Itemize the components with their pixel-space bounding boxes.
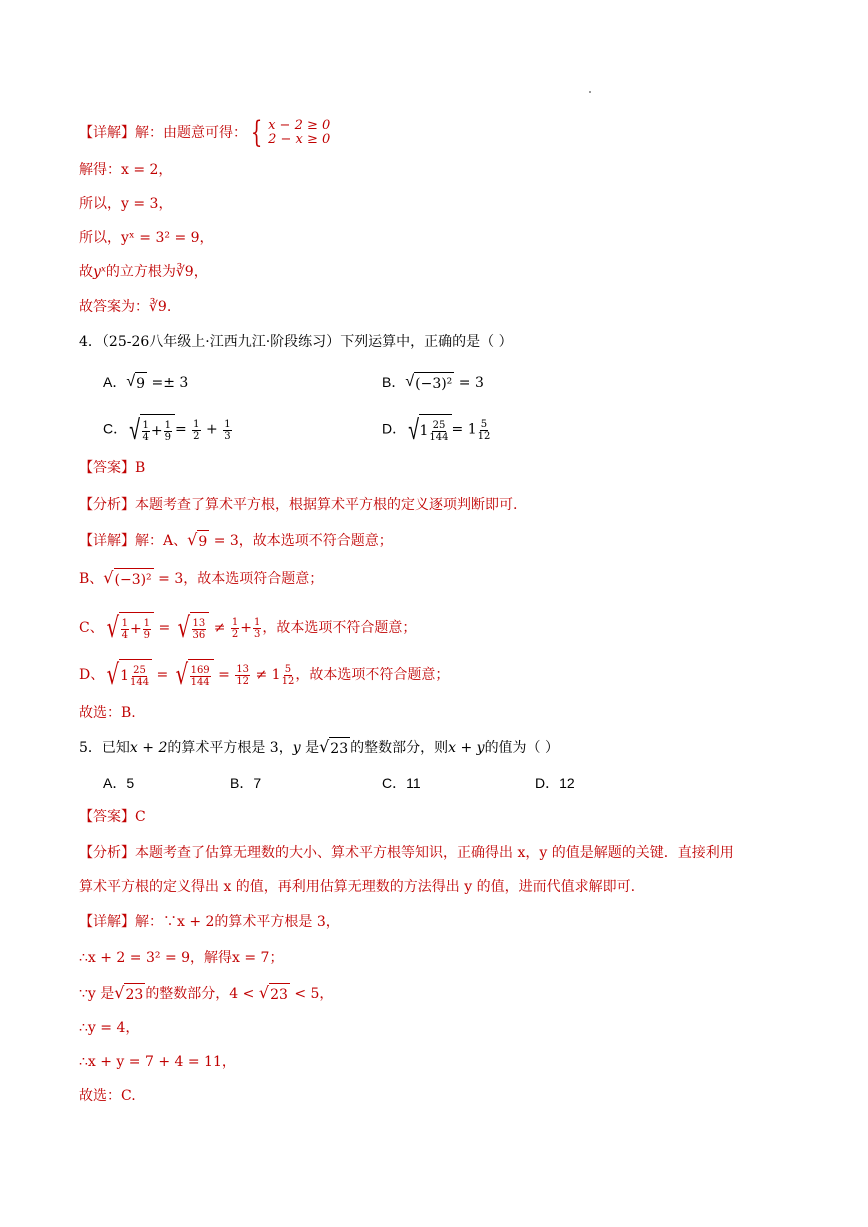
text: 解：∵x + 2的算术平方根是 3，: [135, 914, 340, 930]
sqrt: √ $\frac{1}{4}$ + $\frac{1}{9}$: [127, 414, 175, 446]
brace-icon: {: [250, 115, 263, 150]
text: 的立方根为: [105, 264, 176, 280]
header-mark: [589, 91, 591, 93]
q3-detail-line: [79, 115, 331, 150]
detail-tag: 【详解】: [79, 125, 135, 141]
text: B、: [79, 571, 104, 587]
radicand: 9: [135, 372, 147, 394]
math: =± 3: [147, 375, 189, 391]
q4-detail-c: C、 √ $\frac{1}{4}$ + $\frac{1}{9}$ = √ $\frac{13}{36}$ ≠ $\frac{1}{2}$ + $\frac{1}{3}$ ，故本选项不符合题意；: [79, 611, 417, 644]
q4-option-d: D． √ 1 $\frac{25}{144}$ = 1 $\frac{5}{12}$: [382, 414, 491, 445]
answer-value: B: [135, 460, 146, 476]
option-label: C．: [103, 420, 128, 437]
math: ∛9: [175, 264, 194, 280]
sqrt: √ (−3)²: [405, 373, 453, 393]
q5-option-d: D．12: [535, 775, 575, 791]
math: yˣ: [93, 264, 106, 280]
analysis-tag: 【分析】: [79, 845, 135, 861]
q5-option-b: B．7: [230, 775, 262, 791]
q5-stem: 5．已知x + 2的算术平方根是 3，y 是 √ 23 的整数部分，则x + y的值为（ ）: [79, 737, 560, 757]
q5-analysis-2: 算术平方根的定义得出 x 的值，再利用估算无理数的方法得出 y 的值，进而代值求解即可.: [79, 879, 636, 895]
answer-tag: 【答案】: [79, 460, 135, 476]
q3-line-5: [79, 262, 208, 282]
option-label: D．: [382, 420, 407, 437]
math: =: [174, 421, 192, 438]
option-label: B．: [382, 374, 406, 390]
text: D、: [79, 667, 105, 683]
q4-option-c: C． √ $\frac{1}{4}$ + $\frac{1}{9}$ = $\frac{1}{2}$ + $\frac{1}{3}$: [103, 414, 231, 445]
q5-detail-3: ∵y 是 √ 23 的整数部分，4 < √ 23 < 5，: [79, 983, 334, 1003]
answer-tag: 【答案】: [79, 809, 135, 825]
q4-analysis: [79, 495, 517, 515]
q5-analysis-1: [79, 843, 734, 863]
math: = 1: [451, 421, 477, 438]
question-source: （25-26八年级上·江西九江·阶段练习）: [101, 334, 341, 350]
q4-option-a: [103, 372, 188, 394]
text: 解：A、: [135, 533, 188, 549]
text: 故: [79, 264, 93, 280]
q5-answer: [79, 807, 146, 827]
detail-tag: 【详解】: [79, 914, 135, 930]
q3-line-6: 故答案为：∛9.: [79, 299, 172, 315]
q5-option-a: A．5: [103, 775, 135, 791]
analysis-tag: 【分析】: [79, 497, 135, 513]
text: ，: [193, 264, 208, 280]
q3-line-4: 所以，yˣ = 3² = 9，: [79, 230, 214, 246]
text: ，故本选项不符合题意；: [262, 620, 417, 636]
option-label: A．: [103, 374, 127, 390]
math: = 3: [454, 375, 484, 391]
text: = 3，故本选项符合题意；: [153, 571, 324, 587]
q3-line-2: 解得：x = 2，: [79, 162, 173, 178]
text: C、: [79, 620, 104, 636]
text: = 3，故本选项不符合题意；: [209, 533, 393, 549]
q4-detail-d: D、 √ 1 $\frac{25}{144}$ = √ $\frac{169}{144}$ = $\frac{13}{12}$ ≠ 1 $\frac{5}{12}$ ，故本选项不符合题意；: [79, 658, 450, 691]
q3-line-3: 所以，y = 3，: [79, 196, 173, 212]
system-row-2: 2 − x ≥ 0: [268, 132, 331, 147]
q5-detail-1: [79, 912, 340, 932]
inequality-system: [247, 115, 331, 150]
q4-answer: [79, 458, 145, 478]
sqrt: √ 1 $\frac{25}{144}$: [406, 414, 451, 446]
q4-conclusion: 故选：B.: [79, 705, 136, 721]
text: ，故本选项不符合题意；: [295, 667, 450, 683]
sqrt: √ 9: [126, 373, 146, 393]
question-number: 4．: [79, 334, 102, 350]
q4-stem: [79, 332, 513, 352]
q5-detail-4: ∴y = 4，: [79, 1020, 140, 1036]
q4-option-b: [382, 372, 484, 394]
question-text: 下列运算中，正确的是（ ）: [340, 334, 513, 350]
radicand: (−3)²: [414, 372, 454, 394]
q5-option-c: C．11: [382, 775, 421, 791]
answer-value: C: [135, 809, 146, 825]
detail-text: 解：由题意可得：: [135, 125, 247, 141]
analysis-text: 本题考查了算术平方根，根据算术平方根的定义逐项判断即可.: [135, 497, 518, 513]
system-row-1: x − 2 ≥ 0: [268, 118, 331, 133]
analysis-text: 本题考查了估算无理数的大小、算术平方根等知识，正确得出 x，y 的值是解题的关键．直接利用: [135, 845, 734, 861]
q5-detail-6: 故选：C.: [79, 1088, 136, 1104]
q5-detail-2: ∴x + 2 = 3² = 9，解得x = 7；: [79, 950, 284, 966]
detail-tag: 【详解】: [79, 533, 135, 549]
q5-detail-5: ∴x + y = 7 + 4 = 11，: [79, 1054, 236, 1070]
q4-detail-b: B、 √ (−3)² = 3，故本选项符合题意；: [79, 568, 324, 588]
q4-detail-a: 【详解】解：A、 √ 9 = 3，故本选项不符合题意；: [79, 530, 393, 550]
